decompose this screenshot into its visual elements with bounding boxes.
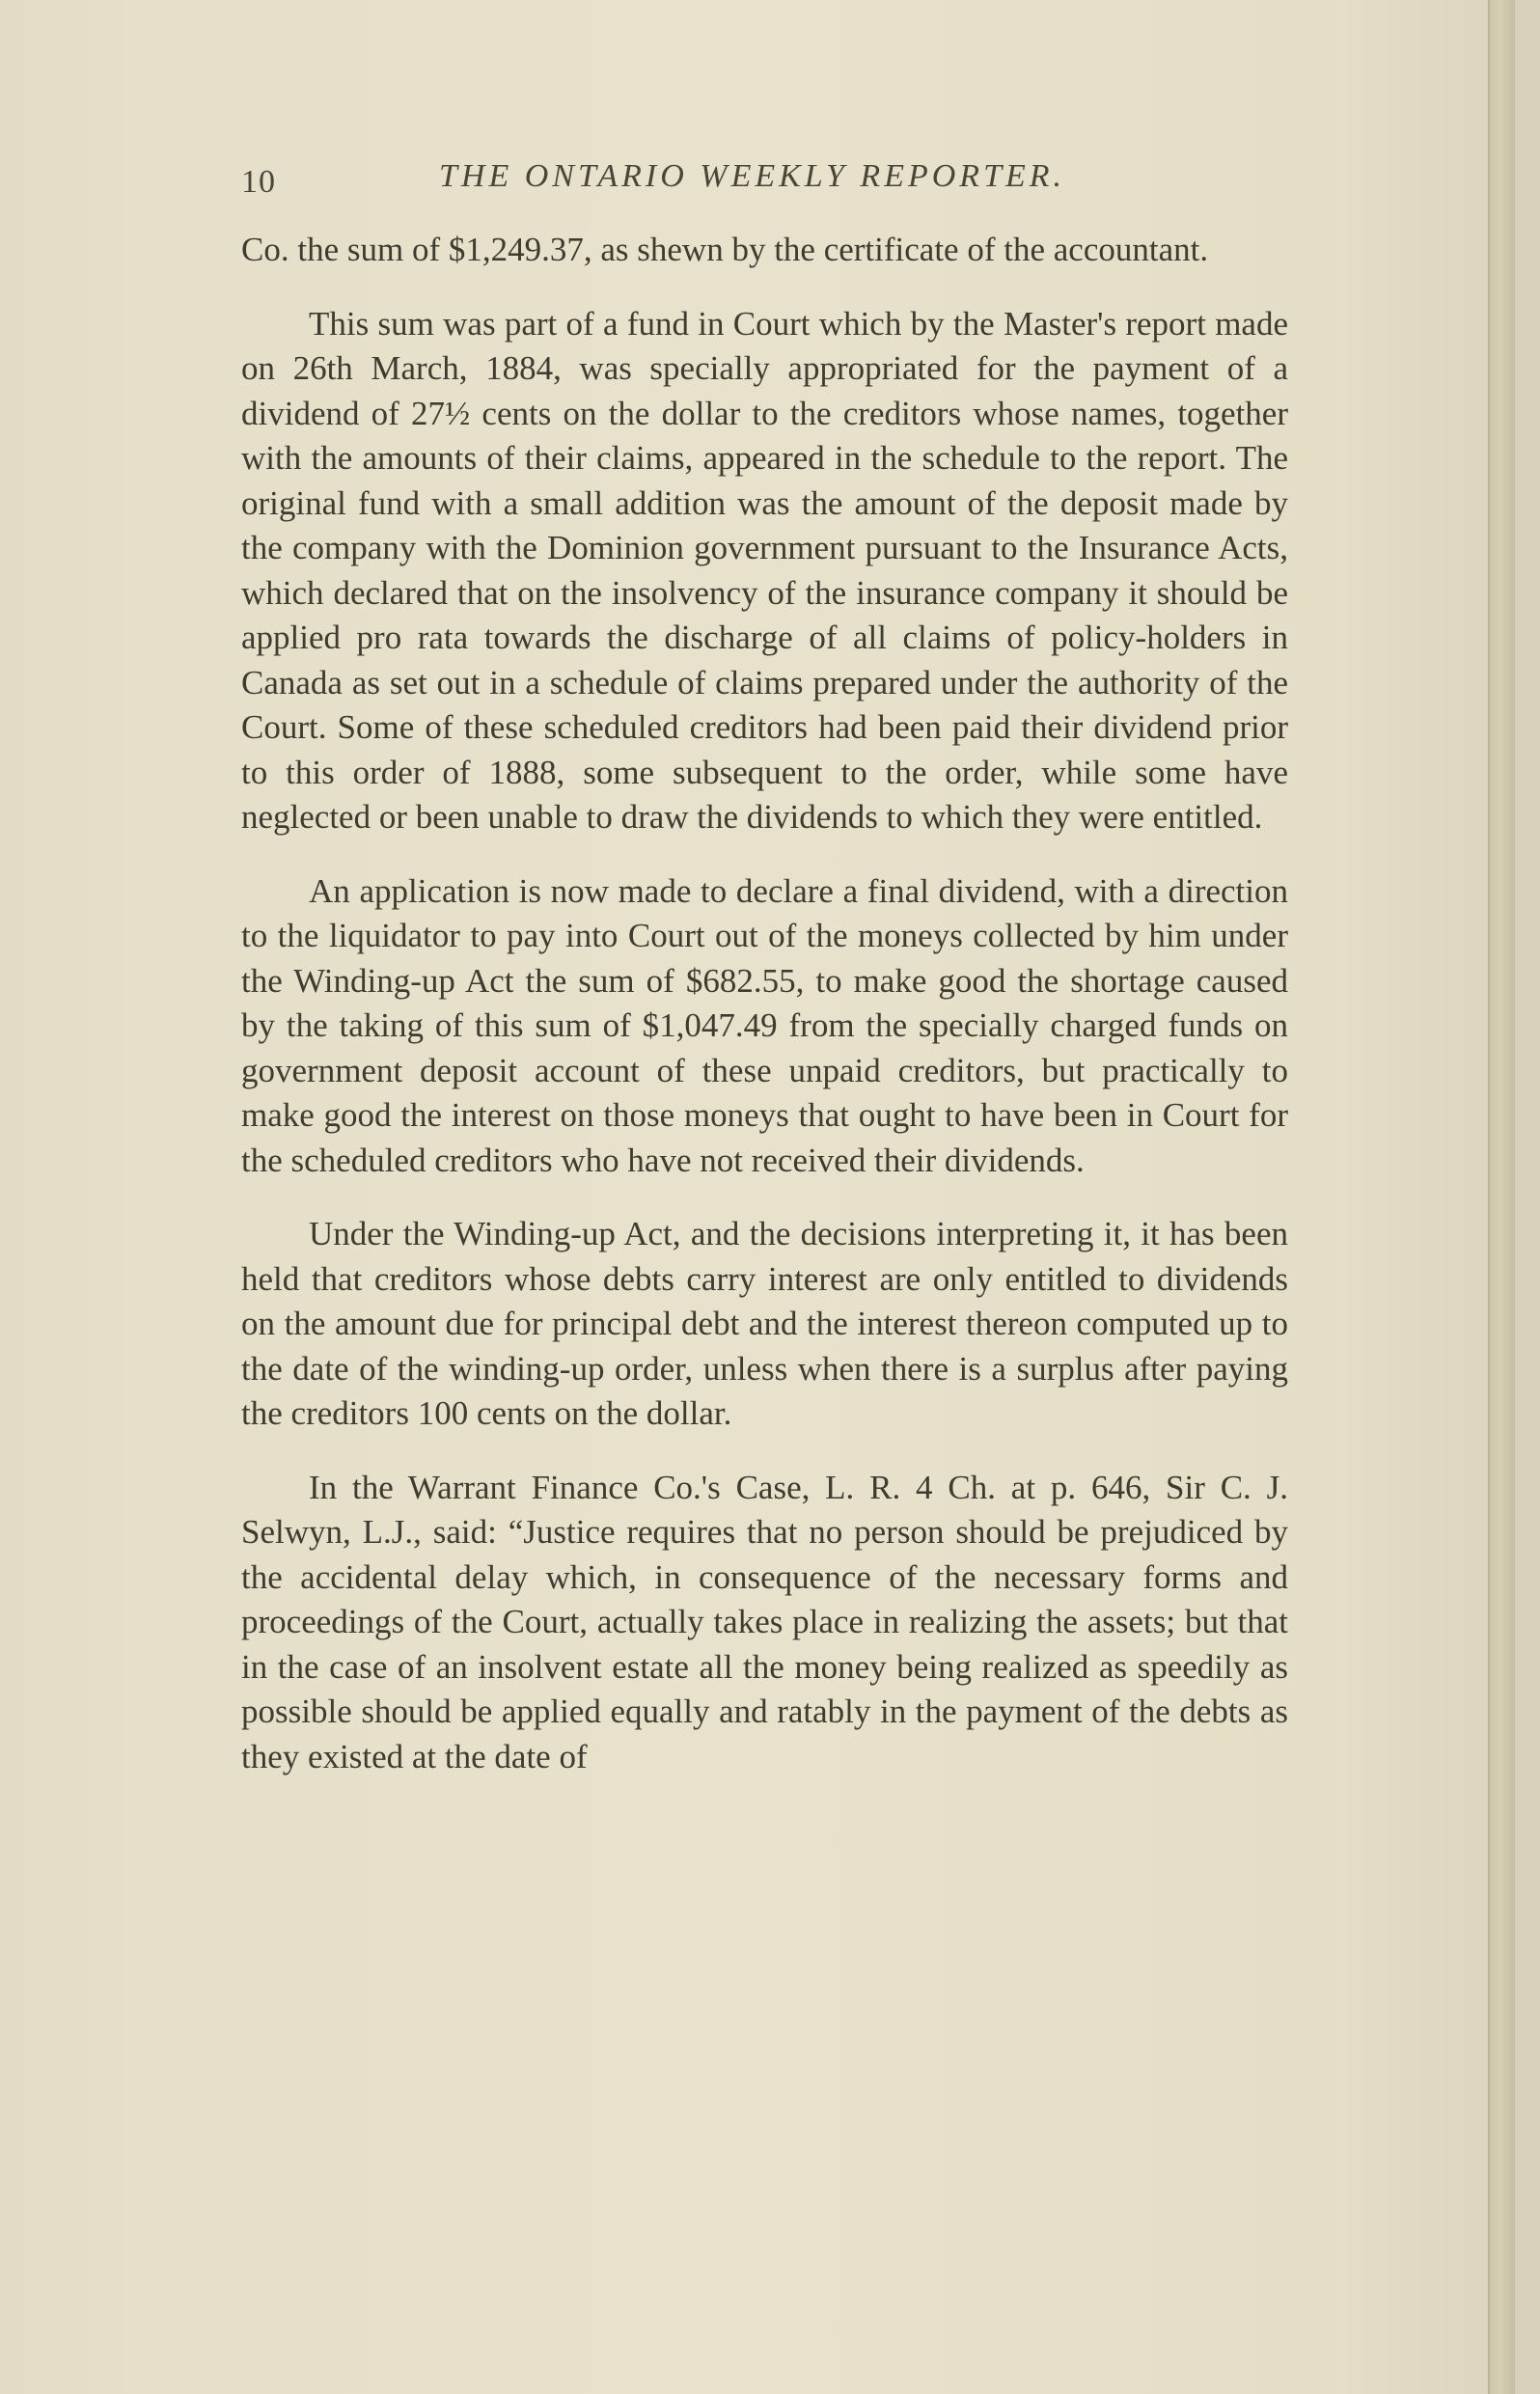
paragraph-fund-in-court: This sum was part of a fund in Court which by the Master's report made on 26th March, 1884, was specially appropriated for the payment of a dividend of 27½ cents on the dollar to the creditors whose names, together with the amounts of their claims, appeared in the schedule to the report. The original fund with a small addition was the amount of the deposit made by the company with the Dominion government pursuant to the Insurance Acts, which declared that on the insolvency of the insurance company it should be applied pro rata towards the discharge of all claims of policy-holders in Canada as set out in a schedule of claims prepared under the authority of the Court. Some of these scheduled creditors had been paid their dividend prior to this order of 1888, some subsequent to the order, while some have neglected or been unable to draw the dividends to which they were entitled.	[241, 304, 1288, 836]
body-text	[241, 228, 1288, 1779]
page-number: 10	[241, 164, 276, 200]
journal-title: THE ONTARIO WEEKLY REPORTER.	[439, 158, 1066, 194]
binding-edge	[1488, 0, 1515, 2394]
paragraph-winding-up-act: Under the Winding-up Act, and the decisions interpreting it, it has been held that creditors whose debts carry interest are only entitled to dividends on the amount due for principal debt and the interest thereon computed up to the date of the winding-up order, unless when there is a surplus after paying the creditors 100 cents on the dollar.	[241, 1215, 1288, 1432]
running-head	[241, 156, 1288, 205]
paragraph-warrant-finance: In the Warrant Finance Co.'s Case, L. R. 4 Ch. at p. 646, Sir C. J. Selwyn, L.J., said: “Justice requires that no person should be prejudiced by the accidental delay which, in consequence of the necessary forms and proceedings of the Court, actually takes place in realizing the assets; but that in the case of an insolvent estate all the money being realized as speedily as possible should be applied equally and ratably in the payment of the debts as they existed at the date of	[241, 1468, 1288, 1775]
paragraph-continued: Co. the sum of $1,249.37, as shewn by the certificate of the accountant.	[241, 231, 1209, 268]
paragraph-application: An application is now made to declare a final dividend, with a direction to the liquidator to pay into Court out of the moneys collected by him under the Winding-up Act the sum of $682.55, to make good the shortage caused by the taking of this sum of $1,047.49 from the specially charged funds on government deposit account of these unpaid creditors, but practically to make good the interest on those moneys that ought to have been in Court for the scheduled creditors who have not received their dividends.	[241, 871, 1288, 1179]
